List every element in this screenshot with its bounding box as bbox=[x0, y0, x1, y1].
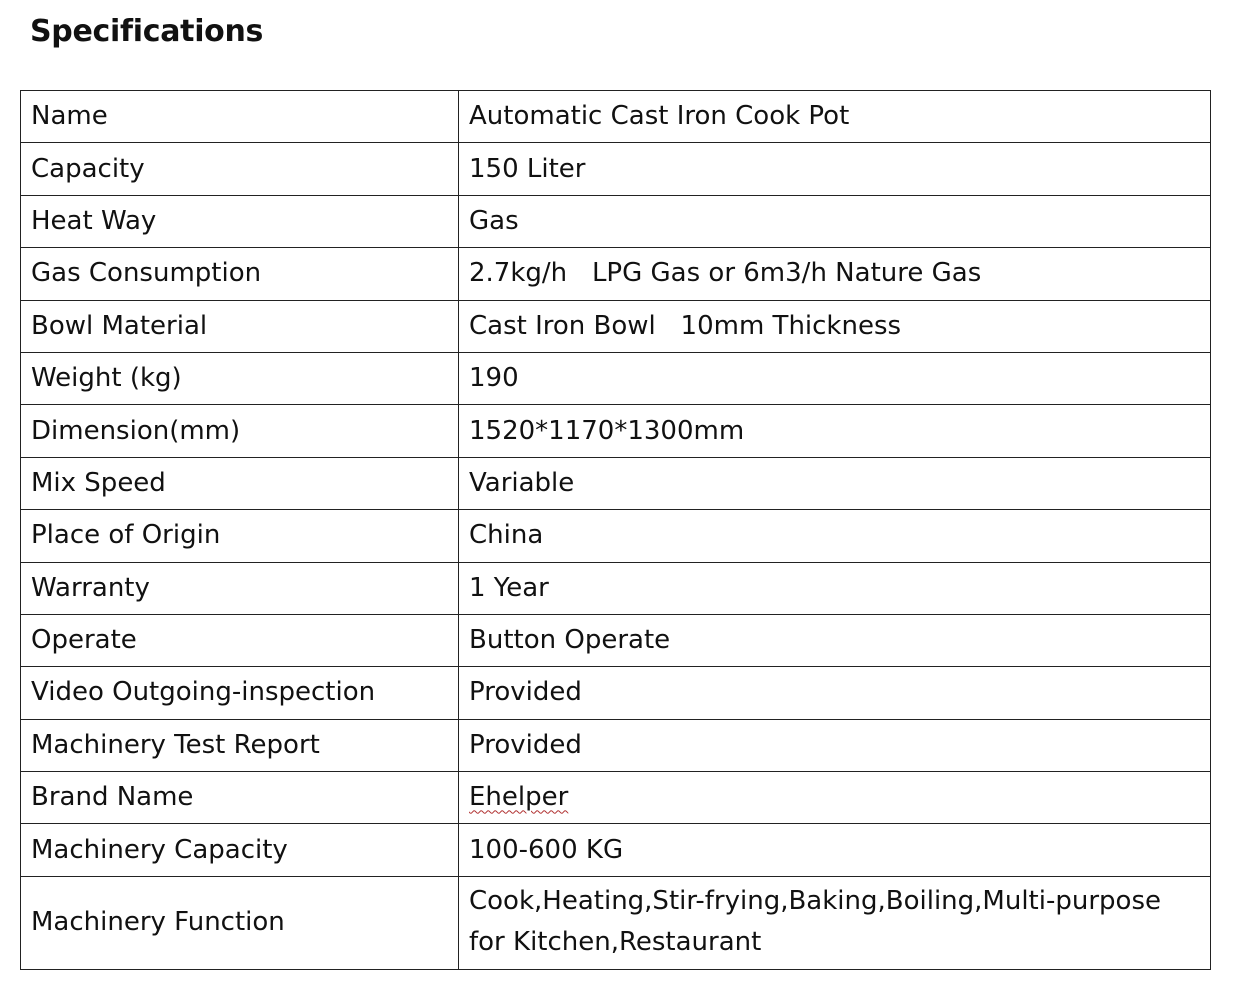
spec-label: Gas Consumption bbox=[21, 248, 459, 300]
spec-label: Place of Origin bbox=[21, 510, 459, 562]
table-row bbox=[21, 352, 1211, 404]
spec-label: Mix Speed bbox=[21, 457, 459, 509]
spec-value: 1520*1170*1300mm bbox=[459, 405, 1211, 457]
table-row bbox=[21, 824, 1211, 876]
spec-value: Gas bbox=[459, 195, 1211, 247]
spec-value: Cook,Heating,Stir-frying,Baking,Boiling,Multi-purpose for Kitchen,Restaurant bbox=[459, 876, 1211, 969]
spec-value: Cast Iron Bowl 10mm Thickness bbox=[459, 300, 1211, 352]
spec-label: Weight (kg) bbox=[21, 352, 459, 404]
brand-name-value: Ehelper bbox=[469, 782, 569, 813]
spec-value: Provided bbox=[459, 667, 1211, 719]
spec-value: Variable bbox=[459, 457, 1211, 509]
table-row bbox=[21, 562, 1211, 614]
table-row bbox=[21, 143, 1211, 195]
spec-value: Button Operate bbox=[459, 614, 1211, 666]
table-row bbox=[21, 667, 1211, 719]
table-row bbox=[21, 614, 1211, 666]
table-row bbox=[21, 195, 1211, 247]
spec-value: China bbox=[459, 510, 1211, 562]
table-row bbox=[21, 772, 1211, 824]
spec-label: Machinery Function bbox=[21, 876, 459, 969]
spec-value: 2.7kg/h LPG Gas or 6m3/h Nature Gas bbox=[459, 248, 1211, 300]
spec-label: Brand Name bbox=[21, 772, 459, 824]
spec-label: Heat Way bbox=[21, 195, 459, 247]
table-row bbox=[21, 300, 1211, 352]
spec-value: 150 Liter bbox=[459, 143, 1211, 195]
spec-value: Provided bbox=[459, 719, 1211, 771]
spec-value: 190 bbox=[459, 352, 1211, 404]
spec-label: Dimension(mm) bbox=[21, 405, 459, 457]
table-row bbox=[21, 91, 1211, 143]
spec-label: Machinery Capacity bbox=[21, 824, 459, 876]
page-title: Specifications bbox=[30, 14, 264, 49]
spec-label: Name bbox=[21, 91, 459, 143]
spec-label: Bowl Material bbox=[21, 300, 459, 352]
spec-value: 100-600 KG bbox=[459, 824, 1211, 876]
spec-label: Warranty bbox=[21, 562, 459, 614]
spec-value: 1 Year bbox=[459, 562, 1211, 614]
table-row bbox=[21, 510, 1211, 562]
table-row bbox=[21, 248, 1211, 300]
spec-value bbox=[459, 772, 1211, 824]
specifications-table bbox=[20, 90, 1211, 970]
spec-label: Machinery Test Report bbox=[21, 719, 459, 771]
table-row bbox=[21, 876, 1211, 969]
spec-value: Automatic Cast Iron Cook Pot bbox=[459, 91, 1211, 143]
table-row bbox=[21, 457, 1211, 509]
spec-label: Operate bbox=[21, 614, 459, 666]
table-row bbox=[21, 405, 1211, 457]
spec-label: Video Outgoing-inspection bbox=[21, 667, 459, 719]
spec-label: Capacity bbox=[21, 143, 459, 195]
table-row bbox=[21, 719, 1211, 771]
